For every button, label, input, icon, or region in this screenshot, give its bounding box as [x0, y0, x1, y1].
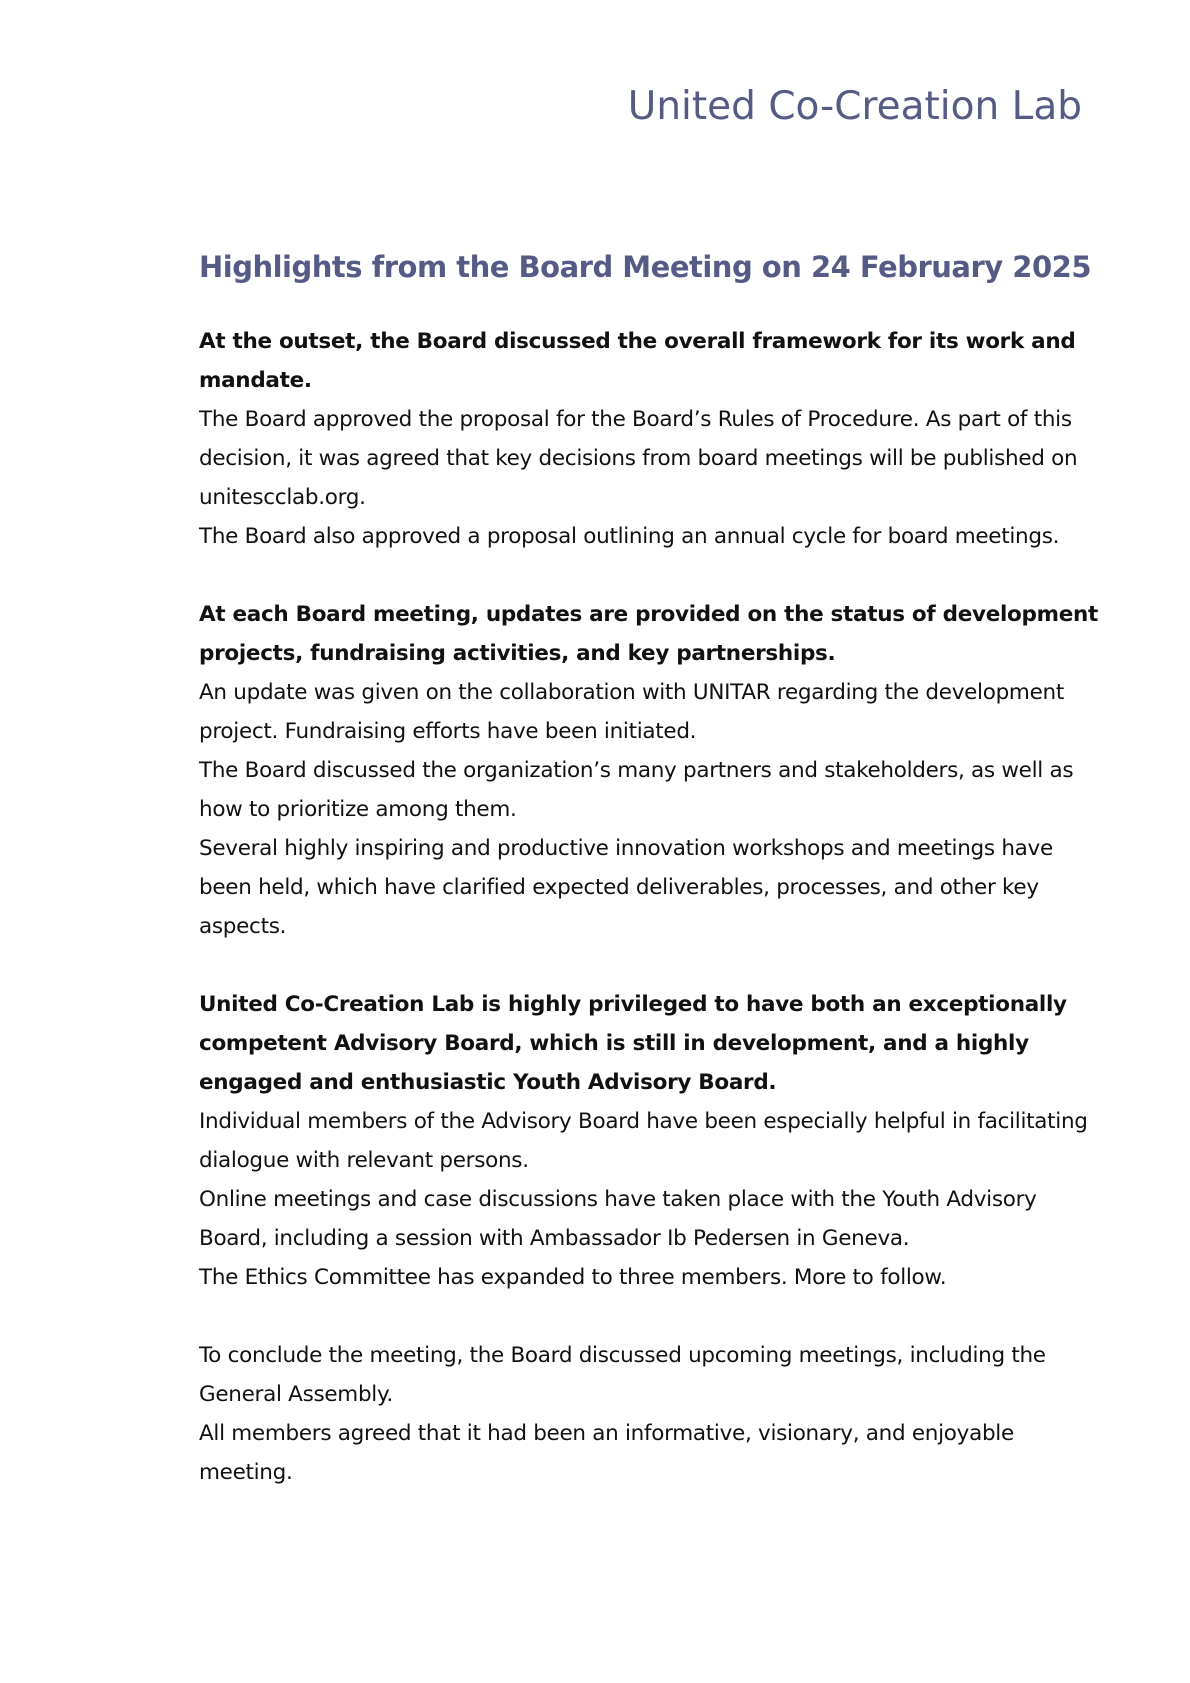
section-advisory-boards: [199, 985, 1099, 1297]
organization-brand: United Co-Creation Lab: [627, 84, 1082, 129]
paragraph: The Board also approved a proposal outlining an annual cycle for board meetings.: [199, 524, 1060, 549]
section-conclusion: [199, 1336, 1099, 1492]
section-heading: United Co-Creation Lab is highly privileged to have both an exceptionally competent Advisory Board, which is still in development, and a highly engaged and enthusiastic Youth Advisory Board.: [199, 992, 1067, 1095]
paragraph: Online meetings and case discussions have taken place with the Youth Advisory Board, including a session with Ambassador Ib Pedersen in Geneva.: [199, 1187, 1037, 1251]
section-framework: [199, 322, 1099, 556]
document-body: [199, 250, 1099, 1531]
paragraph: The Ethics Committee has expanded to three members. More to follow.: [199, 1265, 947, 1290]
section-updates: [199, 595, 1099, 946]
paragraph: Individual members of the Advisory Board have been especially helpful in facilitating dialogue with relevant persons.: [199, 1109, 1088, 1173]
paragraph: All members agreed that it had been an informative, visionary, and enjoyable meeting.: [199, 1421, 1014, 1485]
paragraph: To conclude the meeting, the Board discussed upcoming meetings, including the General Assembly.: [199, 1343, 1046, 1407]
paragraph: An update was given on the collaboration with UNITAR regarding the development project. Fundraising efforts have been initiated.: [199, 680, 1064, 744]
paragraph: The Board discussed the organization’s many partners and stakeholders, as well as how to prioritize among them.: [199, 758, 1074, 822]
document-title: Highlights from the Board Meeting on 24 February 2025: [199, 250, 1092, 284]
paragraph: Several highly inspiring and productive innovation workshops and meetings have been held, which have clarified expected deliverables, processes, and other key aspects.: [199, 836, 1053, 939]
paragraph: The Board approved the proposal for the Board’s Rules of Procedure. As part of this decision, it was agreed that key decisions from board meetings will be published on unitescclab.org.: [199, 407, 1078, 510]
section-heading: At the outset, the Board discussed the overall framework for its work and mandate.: [199, 329, 1076, 393]
section-heading: At each Board meeting, updates are provided on the status of development projects, fundraising activities, and key partnerships.: [199, 602, 1098, 666]
